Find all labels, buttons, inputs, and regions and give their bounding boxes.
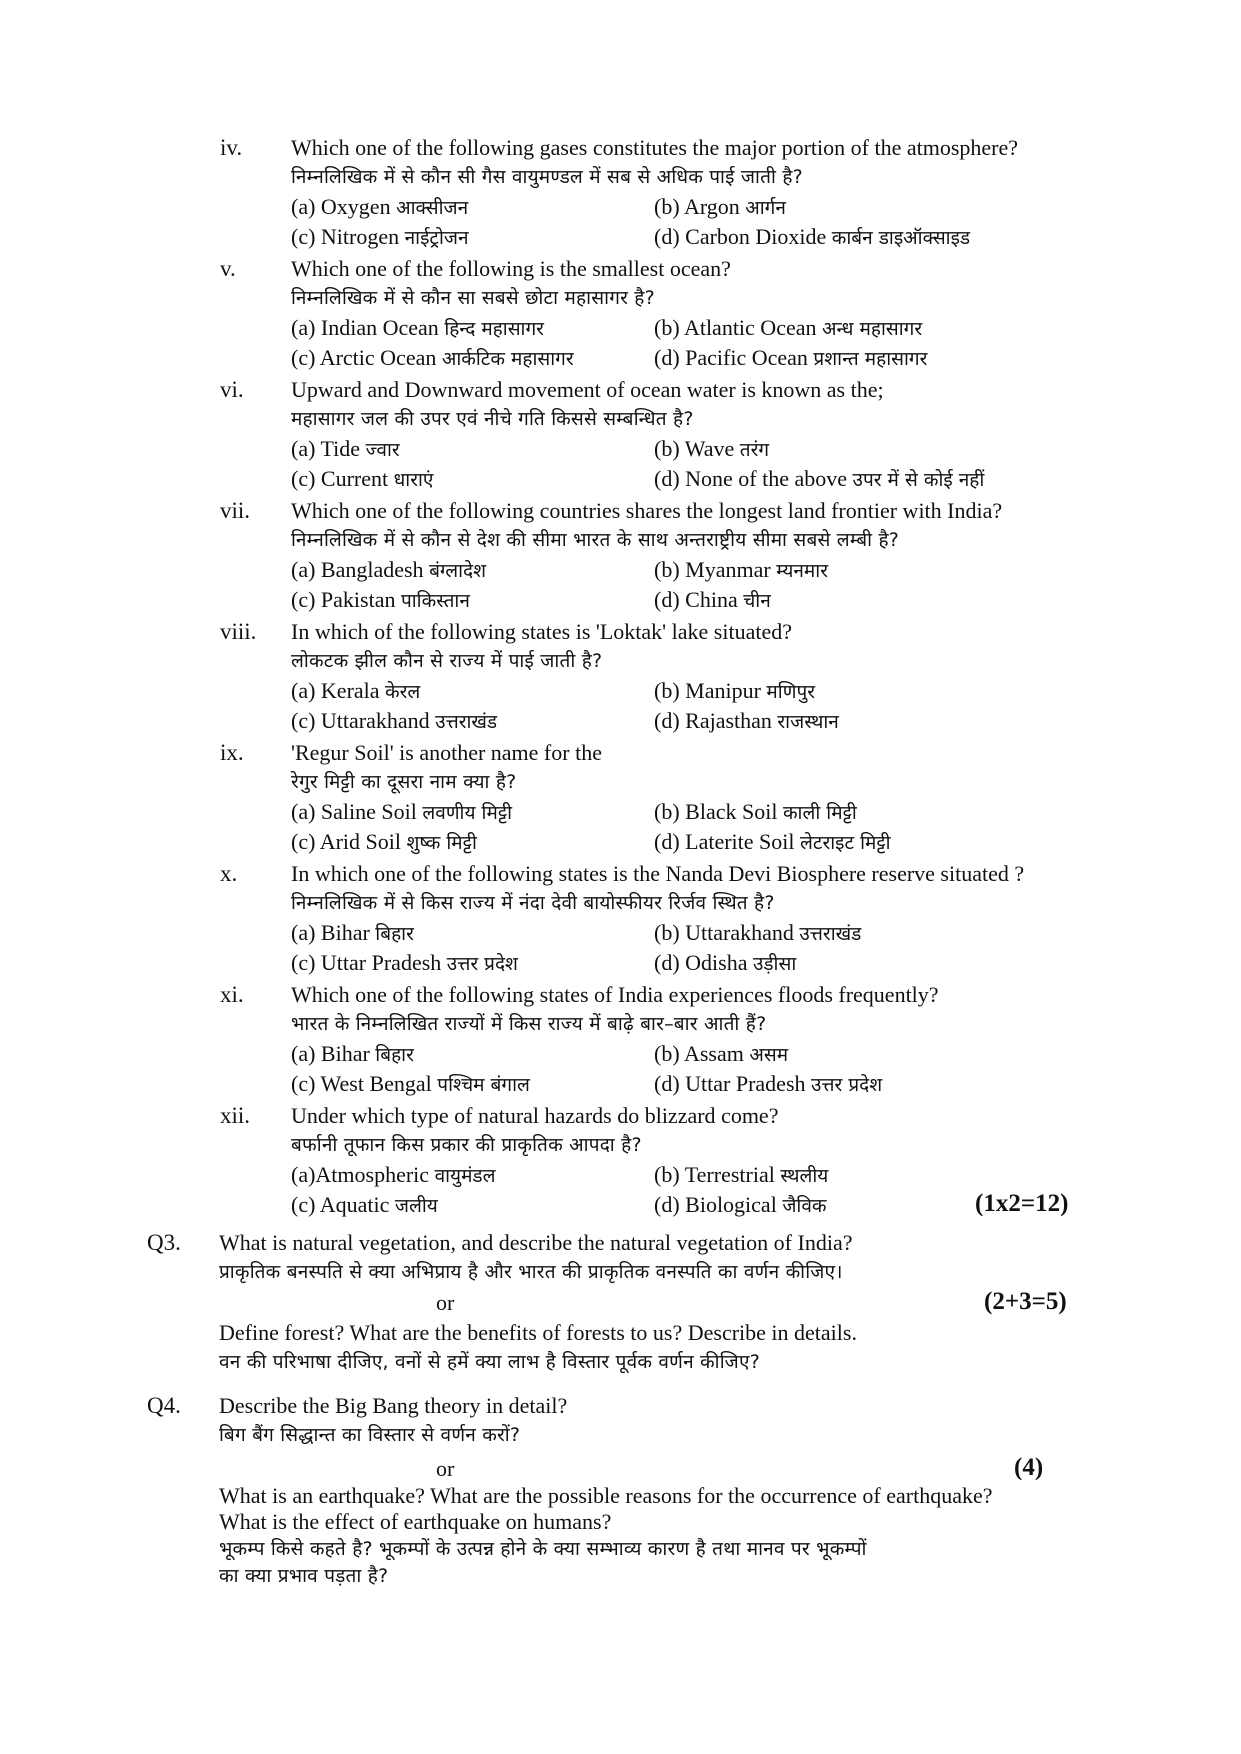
or-label: or — [436, 1290, 455, 1315]
option-a: (a) Indian Ocean हिन्द महासागर — [291, 315, 544, 340]
question-text-hi: महासागर जल की उपर एवं नीचे गति किससे सम्बन्धित है? — [291, 408, 694, 430]
question-text-en: What is the effect of earthquake on humans? — [219, 1509, 612, 1534]
option-b: (b) Atlantic Ocean अन्ध महासागर — [654, 315, 923, 340]
question-number: xi. — [220, 982, 244, 1007]
option-c: (c) Current धाराएं — [291, 466, 434, 491]
question-text-en: Which one of the following gases constitutes the major portion of the atmosphere? — [291, 135, 1019, 160]
question-text-en: Upward and Downward movement of ocean water is known as the; — [291, 377, 884, 402]
or-label: or — [436, 1456, 455, 1481]
option-d: (d) Biological जैविक — [654, 1192, 827, 1217]
option-c: (c) Aquatic जलीय — [291, 1192, 438, 1217]
option-a: (a) Tide ज्वार — [291, 436, 400, 461]
option-b: (b) Manipur मणिपुर — [654, 678, 816, 703]
question-text-hi: बिग बैंग सिद्धान्त का विस्तार से वर्णन करों? — [219, 1424, 521, 1446]
option-c: (c) Arid Soil शुष्क मिट्टी — [291, 829, 477, 854]
option-c: (c) Uttarakhand उत्तराखंड — [291, 708, 498, 733]
option-b: (b) Wave तरंग — [654, 436, 770, 461]
question-text-hi: वन की परिभाषा दीजिए, वनों से हमें क्या लाभ है विस्तार पूर्वक वर्णन कीजिए? — [219, 1351, 760, 1373]
question-number: vii. — [220, 498, 251, 523]
question-text-en: Which one of the following is the smallest ocean? — [291, 256, 731, 281]
marks-label: (4) — [1014, 1454, 1044, 1481]
question-text-en: What is natural vegetation, and describe the natural vegetation of India? — [219, 1230, 853, 1255]
question-number: xii. — [220, 1103, 251, 1128]
question-number: viii. — [220, 619, 257, 644]
question-text-en: Which one of the following countries shares the longest land frontier with India? — [291, 498, 1003, 523]
question-number: x. — [220, 861, 238, 886]
option-c: (c) Nitrogen नाईट्रोजन — [291, 224, 469, 249]
question-text-hi: निम्नलिखिक में से कौन सी गैस वायुमण्डल में सब से अधिक पाई जाती है? — [291, 166, 803, 188]
option-a: (a) Saline Soil लवणीय मिट्टी — [291, 799, 513, 824]
option-b: (b) Uttarakhand उत्तराखंड — [654, 920, 862, 945]
option-d: (d) None of the above उपर में से कोई नहीं — [654, 466, 985, 491]
option-a: (a)Atmospheric वायुमंडल — [291, 1162, 496, 1187]
option-a: (a) Bangladesh बंग्लादेश — [291, 557, 487, 582]
option-a: (a) Oxygen आक्सीजन — [291, 194, 469, 219]
option-a: (a) Kerala केरल — [291, 678, 421, 703]
marks-label: (2+3=5) — [984, 1288, 1067, 1315]
question-text-hi: निम्नलिखिक में से कौन से देश की सीमा भारत के साथ अन्तराष्ट्रीय सीमा सबसे लम्बी है? — [291, 529, 900, 551]
question-number: Q4. — [147, 1393, 181, 1418]
question-text-hi: निम्नलिखिक में से कौन सा सबसे छोटा महासागर है? — [291, 287, 655, 309]
question-text-en: In which one of the following states is the Nanda Devi Biosphere reserve situated ? — [291, 861, 1025, 886]
question-text-en: 'Regur Soil' is another name for the — [291, 740, 602, 765]
option-c: (c) Arctic Ocean आर्कटिक महासागर — [291, 345, 574, 370]
question-text-hi: निम्नलिखिक में से किस राज्य में नंदा देवी बायोस्फीयर रिर्जव स्थित है? — [291, 892, 775, 914]
option-b: (b) Myanmar म्यनमार — [654, 557, 828, 582]
option-d: (d) Laterite Soil लेटराइट मिट्टी — [654, 829, 891, 854]
option-b: (b) Argon आर्गन — [654, 194, 786, 219]
question-number: vi. — [220, 377, 244, 402]
option-c: (c) Pakistan पाकिस्तान — [291, 587, 470, 612]
option-d: (d) Uttar Pradesh उत्तर प्रदेश — [654, 1071, 883, 1096]
option-d: (d) Rajasthan राजस्थान — [654, 708, 839, 733]
question-text-en: Describe the Big Bang theory in detail? — [219, 1393, 568, 1418]
question-number: ix. — [220, 740, 244, 765]
question-text-en: In which of the following states is 'Loktak' lake situated? — [291, 619, 792, 644]
question-text-hi: का क्या प्रभाव पड़ता है? — [219, 1565, 389, 1587]
marks-label: (1x2=12) — [975, 1190, 1069, 1217]
question-number: Q3. — [147, 1230, 181, 1255]
option-d: (d) Odisha उड़ीसा — [654, 950, 797, 975]
option-d: (d) Pacific Ocean प्रशान्त महासागर — [654, 345, 928, 370]
question-text-en: What is an earthquake? What are the possible reasons for the occurrence of earthquake? — [219, 1483, 993, 1508]
question-number: v. — [220, 256, 236, 281]
option-d: (d) Carbon Dioxide कार्बन डाइऑक्साइड — [654, 224, 971, 249]
option-a: (a) Bihar बिहार — [291, 920, 414, 945]
option-d: (d) China चीन — [654, 587, 771, 612]
question-text-hi: बर्फानी तूफान किस प्रकार की प्राकृतिक आपदा है? — [291, 1134, 642, 1156]
question-text-hi: लोकटक झील कौन से राज्य में पाई जाती है? — [291, 650, 603, 672]
option-c: (c) Uttar Pradesh उत्तर प्रदेश — [291, 950, 518, 975]
option-c: (c) West Bengal पश्चिम बंगाल — [291, 1071, 530, 1096]
question-text-hi: प्राकृतिक बनस्पति से क्या अभिप्राय है और भारत की प्राकृतिक वनस्पति का वर्णन कीजिए। — [219, 1261, 843, 1283]
question-text-hi: भारत के निम्नलिखित राज्यों में किस राज्य में बाढ़े बार–बार आती हैं? — [291, 1013, 767, 1035]
question-text-hi: रेगुर मिट्टी का दूसरा नाम क्या है? — [291, 771, 517, 793]
option-b: (b) Terrestrial स्थलीय — [654, 1162, 829, 1187]
option-a: (a) Bihar बिहार — [291, 1041, 414, 1066]
question-text-en: Under which type of natural hazards do blizzard come? — [291, 1103, 779, 1128]
question-text-en: Which one of the following states of India experiences floods frequently? — [291, 982, 939, 1007]
option-b: (b) Black Soil काली मिट्टी — [654, 799, 857, 824]
question-number: iv. — [220, 135, 243, 160]
option-b: (b) Assam असम — [654, 1041, 789, 1066]
question-text-hi: भूकम्प किसे कहते है? भूकम्पों के उत्पन्न होने के क्या सम्भाव्य कारण है तथा मानव पर भूकम्पों — [219, 1538, 867, 1560]
question-text-en: Define forest? What are the benefits of forests to us? Describe in details. — [219, 1320, 857, 1345]
